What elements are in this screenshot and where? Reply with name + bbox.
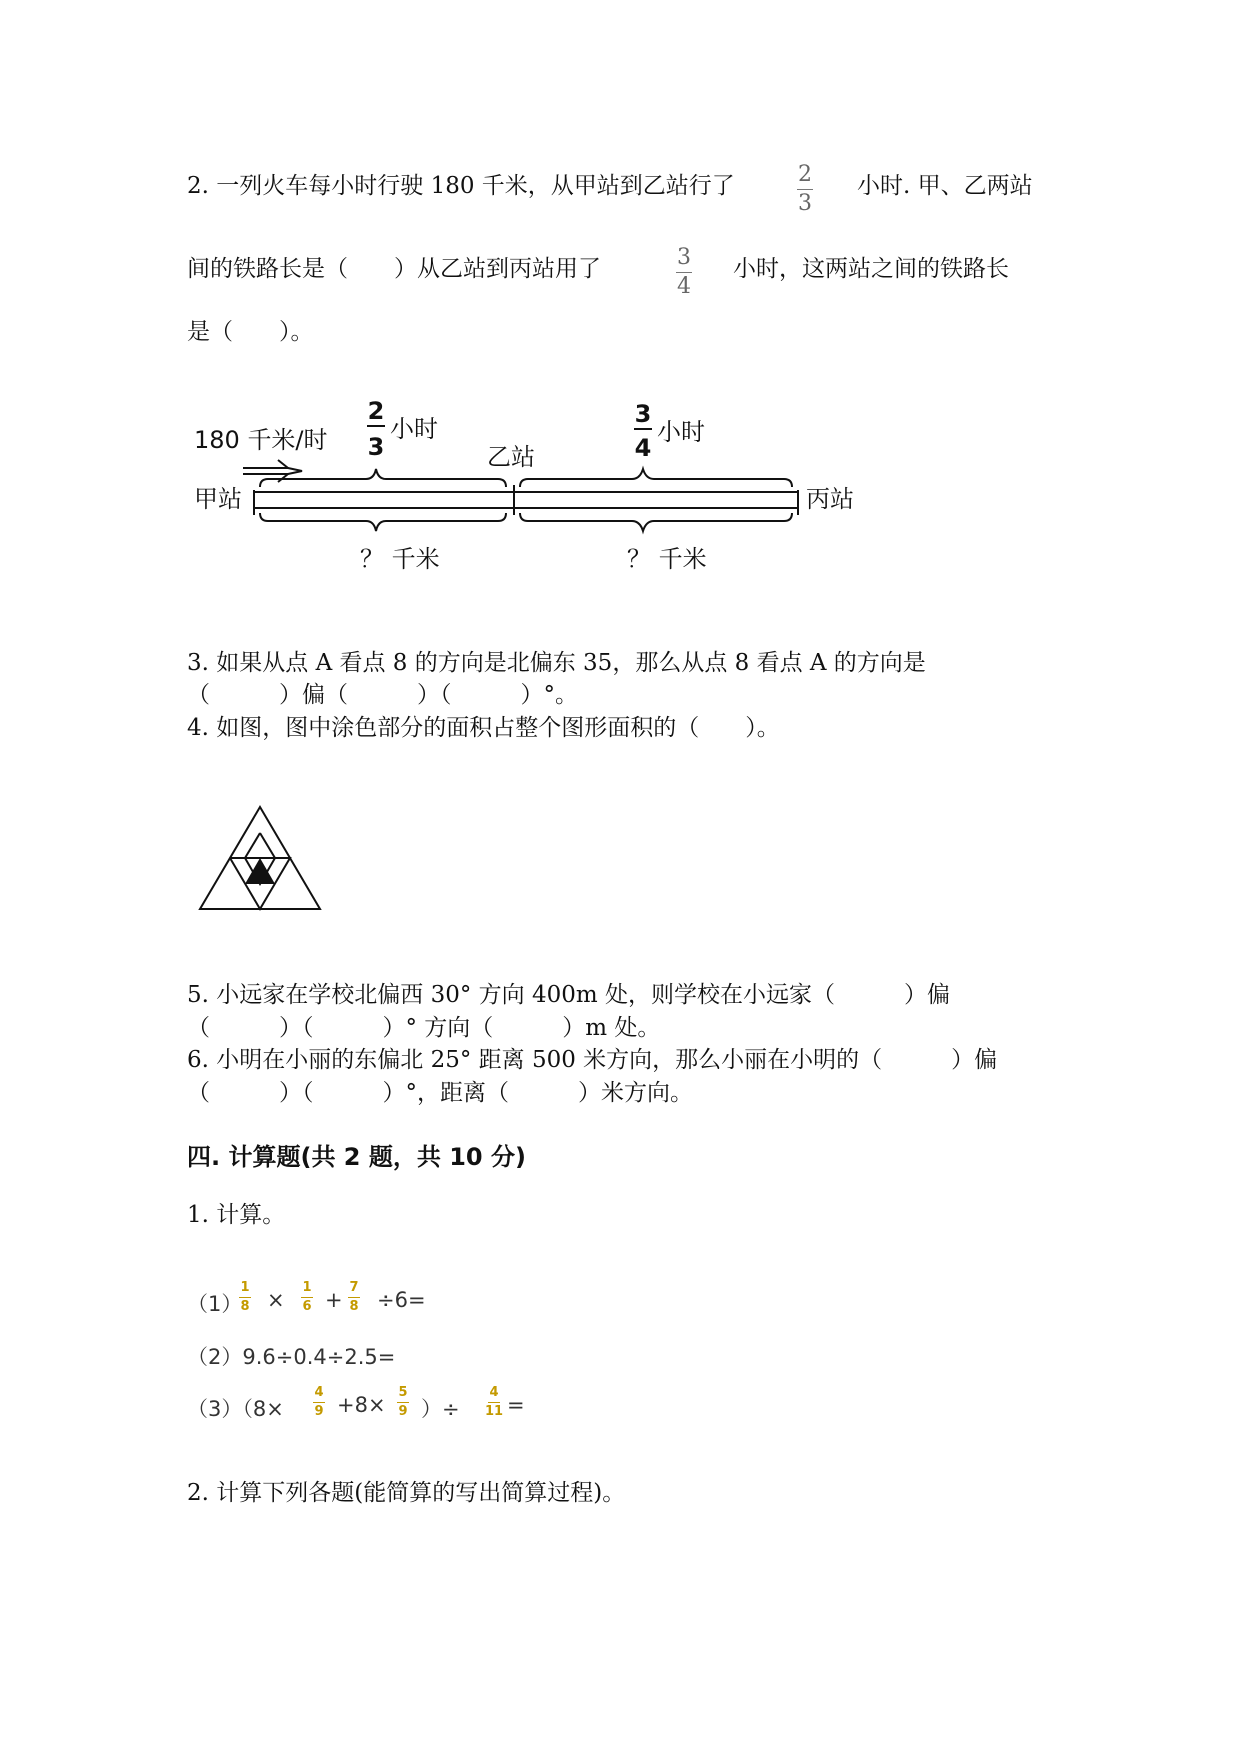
calc1-p1-frac1 [235, 1281, 255, 1314]
station-a-label: 甲站 [194, 485, 242, 513]
diagram-time-unit-1: 小时 [390, 415, 438, 443]
fraction-denominator: 9 [314, 1404, 324, 1419]
speed-label: 180 千米/时 [194, 426, 328, 454]
calc1-p1-frac2 [297, 1281, 317, 1314]
fraction-denominator: 11 [484, 1404, 504, 1419]
section-title: 四. 计算题(共 2 题，共 10 分) [187, 1143, 526, 1171]
q4-line1: 4. 如图，图中涂色部分的面积占整个图形面积的（ ）。 [187, 715, 780, 741]
calc1-p1-tail: ÷6= [377, 1288, 426, 1312]
calc1-p3-mid: +8× [337, 1393, 386, 1417]
calc1-p1-op2: + [325, 1288, 343, 1312]
q2-line1-text: 2. 一列火车每小时行驶 180 千米，从甲站到乙站行了 [187, 173, 735, 199]
fraction-denominator: 8 [349, 1299, 359, 1314]
fraction-numerator: 5 [398, 1385, 408, 1400]
diagram-frac1-num: 2 [367, 397, 385, 425]
calc1-p3-frac3 [484, 1386, 504, 1419]
station-c-label: 丙站 [806, 485, 854, 513]
q2-fraction-3-4 [672, 246, 696, 299]
triangle-figure [196, 803, 324, 913]
train-route-diagram [180, 395, 900, 595]
top-brace-2 [520, 469, 792, 487]
fraction-denominator: 4 [677, 274, 691, 299]
diagram-time-unit-2: 小时 [657, 418, 705, 446]
diagram-frac2-den: 4 [634, 434, 652, 462]
fraction-denominator: 8 [240, 1299, 250, 1314]
diagram-frac1-den: 3 [367, 433, 385, 461]
fraction-numerator: 4 [489, 1385, 499, 1400]
calc2-title: 2. 计算下列各题(能简算的写出简算过程)。 [187, 1480, 626, 1506]
q5-line2: （ ）（ ）° 方向（ ）m 处。 [187, 1015, 661, 1041]
station-b-label: 乙站 [487, 443, 535, 471]
fraction-numerator: 4 [314, 1385, 324, 1400]
calc1-p2: （2）9.6÷0.4÷2.5= [187, 1345, 396, 1369]
calc1-title: 1. 计算。 [187, 1202, 286, 1228]
q6-line2: （ ）（ ）°，距离（ ）米方向。 [187, 1080, 693, 1106]
q3-line2: （ ）偏（ ）（ ）°。 [187, 682, 578, 708]
diagram-frac2-num: 3 [634, 400, 652, 428]
q2-line2-tail: 小时，这两站之间的铁路长 [733, 256, 1009, 282]
calc1-p1-label: （1） [187, 1292, 243, 1316]
fraction-denominator: 3 [798, 191, 812, 216]
fraction-numerator: 7 [349, 1280, 359, 1295]
q2-fraction-2-3 [793, 163, 817, 216]
fraction-denominator: 6 [302, 1299, 312, 1314]
calc1-p3-tail: = [507, 1393, 525, 1417]
q5-line1: 5. 小远家在学校北偏西 30° 方向 400m 处，则学校在小远家（ ）偏 [187, 982, 950, 1008]
fraction-numerator: 1 [240, 1280, 250, 1295]
fraction-numerator: 2 [798, 162, 812, 187]
calc1-p1-frac3 [344, 1281, 364, 1314]
bottom-brace-1 [260, 513, 506, 531]
q6-line1: 6. 小明在小丽的东偏北 25° 距离 500 米方向，那么小丽在小明的（ ）偏 [187, 1047, 998, 1073]
calc1-p3-frac2 [393, 1386, 413, 1419]
unknown-distance-1: ？ 千米 [360, 545, 440, 573]
fraction-denominator: 9 [398, 1404, 408, 1419]
track-bar [254, 485, 798, 515]
bottom-brace-2 [520, 513, 792, 531]
calc1-p3-close: ）÷ [421, 1397, 460, 1421]
q2-line2-text: 间的铁路长是（ ）从乙站到丙站用了 [187, 256, 601, 282]
q2-line3-text: 是（ ）。 [187, 319, 314, 345]
unknown-distance-2: ？ 千米 [627, 545, 707, 573]
q3-line1: 3. 如果从点 A 看点 8 的方向是北偏东 35，那么从点 8 看点 A 的方向是 [187, 650, 926, 676]
fraction-numerator: 1 [302, 1280, 312, 1295]
calc1-p1-op1: × [267, 1288, 285, 1312]
q2-line1-tail: 小时. 甲、乙两站 [857, 173, 1033, 199]
fraction-numerator: 3 [677, 245, 691, 270]
calc1-p3-head: （3）（8× [187, 1397, 284, 1421]
calc1-p3-frac1 [309, 1386, 329, 1419]
